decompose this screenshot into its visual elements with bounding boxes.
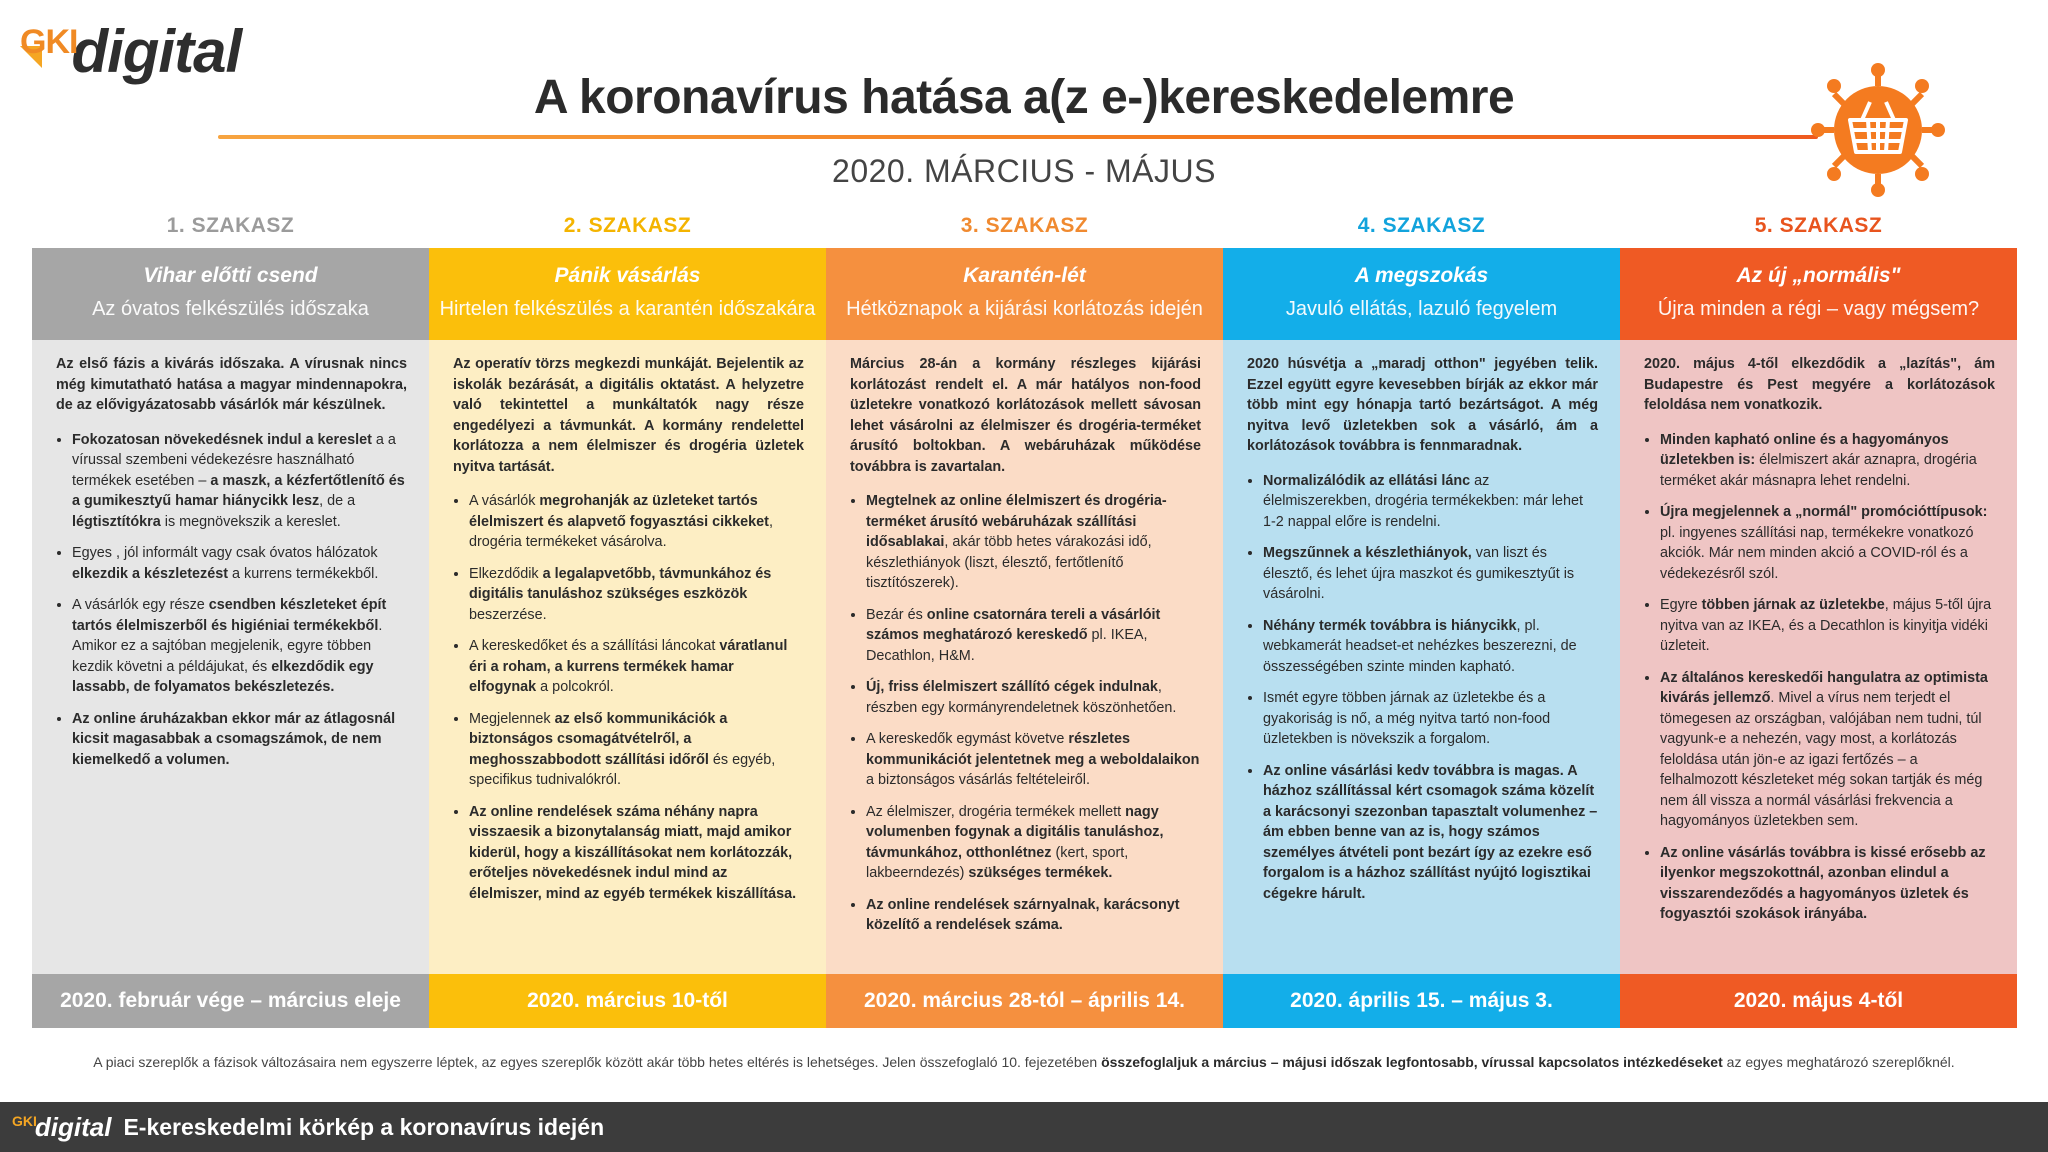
period-subtitle: 2020. MÁRCIUS - MÁJUS [832,153,1216,189]
list-item: • Az élelmiszer, drogéria termékek mellett nagy volumenben fogynak a digitális tanuláshoz, távmunkához, otthonlétnez (kert, sport, lakbeerndezés) szükséges termékek. [866,802,1201,884]
stage-1-header [32,248,429,340]
stage-1-date: 2020. február vége – március eleje [32,974,429,1028]
footer-logo-prefix: GKI [12,1112,37,1129]
stage-2-name: Pánik vásárlás [554,264,701,287]
stage-2-column [429,248,826,1028]
list-item: • Az online áruházakban ekkor már az átlagosnál kicsit magasabbak a csomagszámok, de nem kiemelkedő a volumen. [72,709,407,771]
stage-3-date: 2020. március 28-tól – április 14. [826,974,1223,1028]
list-item: • Megtelnek az online élelmiszert és drogéria-terméket árusító webáruházak szállítási idősablakai, akár több hetes várakozási idő, készlethiányok (liszt, élesztő, fertőtlenítő tisztítószerek). [866,491,1201,594]
footnote-text: A piaci szereplők a fázisok változásaira nem egyszerre léptek, az egyes szereplők között akár több hetes eltérés is lehetséges. Jelen összefoglaló 10. fejezetében [93,1054,1102,1070]
logo-prefix: GKI [20,23,78,61]
list-item: • A vásárlók megrohanják az üzleteket tartós élelmiszert és alapvető fogyasztási cikkeket, drogéria termékeket vásárolva. [469,491,804,553]
stage-2-body [429,340,826,974]
footnote-emphasis: összefoglaljuk a március – májusi időszak legfontosabb, vírussal kapcsolatos intézkedéseket [1101,1054,1723,1070]
stage-5-name: Az új „normális" [1736,264,1901,287]
stage-5-column [1620,248,2017,1028]
list-item: • Fokozatosan növekedésnek indul a kereslet a a vírussal szembeni védekezésre használható termékek esetében – a maszk, a kézfertőtlenítő és a gumikesztyű hamar hiánycikk lesz, de a légtisztítókra is megnövekszik a kereslet. [72,430,407,533]
stage-5-date: 2020. május 4-től [1620,974,2017,1028]
list-item: • Újra megjelennek a „normál" promócióttípusok: pl. ingyenes szállítási nap, termékekre vonatkozó akciók. Már nem minden akció a COVID-ról és a védekezésről szól. [1660,502,1995,584]
stage-3-body [826,340,1223,974]
footnote [0,1054,2048,1070]
logo-name: digital [71,18,242,85]
stage-2-date: 2020. március 10-től [429,974,826,1028]
list-item: • Normalizálódik az ellátási lánc az élelmiszerekben, drogéria termékekben: már lehet 1-2 nappal előre is rendelni. [1263,471,1598,533]
list-item: • Egyes , jól informált vagy csak óvatos hálózatok elkezdik a készletezést a kurrens termékekből. [72,543,407,584]
list-item: • Az általános kereskedői hangulatra az optimista kivárás jellemző. Mivel a vírus nem terjedt el tömegesen az országban, valójában nem tudni, túl vagyunk-e a nehezén, vagy most, a korlátozás feloldása után jön-e az igazi fertőzés – a felhalmozott készleteket még sokan tartják és még nem áll vissza a normál vásárlási frekvencia a hagyományos üzletekben sem. [1660,668,1995,832]
stage-1-intro: Az első fázis a kivárás időszaka. A vírusnak nincs még kimutatható hatása a magyar mindennapokra, de az elővigyázatosabb vásárlók már készülnek. [56,356,407,413]
stage-4-body [1223,340,1620,974]
stage-5-intro: 2020. május 4-től elkezdődik a „lazítás", ám Budapestre és Pest megyére a korlátozások feloldása nem vonatkozik. [1644,356,1995,413]
stage-1-column [32,248,429,1028]
list-item: • Új, friss élelmiszert szállító cégek indulnak, részben egy kormányrendeletnek köszönhetően. [866,677,1201,718]
list-item: • Az online vásárlási kedv továbbra is magas. A házhoz szállítással kért csomagok száma közelít a karácsonyi szezonban tapasztalt volumenhez – ám ebben benne van az is, hogy számos személyes átvételi pont bezárt így az ezekre eső forgalom is a házhoz szállítást nyújtó logisztikai cégekre hárult. [1263,761,1598,905]
stage-2-intro: Az operatív törzs megkezdi munkáját. Bejelentik az iskolák bezárását, a digitális oktatást. A helyzetre való tekintettel a munkáltatók nagy része engedélyezi a távmunkát. A kormány rendelettel korlátozza a nem élelmiszer és drogéria üzletek nyitva tartását. [453,356,804,475]
stage-3-subtitle: Hétköznapok a kijárási korlátozás idején [846,298,1203,320]
title-underline [218,135,1818,139]
stage-4-date: 2020. április 15. – május 3. [1223,974,1620,1028]
stage-1-subtitle: Az óvatos felkészülés időszaka [92,298,369,320]
stage-1-label: 1. SZAKASZ [166,214,295,237]
list-item: • Az online rendelések száma néhány napra visszaesik a bizonytalanság miatt, majd amikor kiderül, hogy a kiszállításokat nem korlátozzák, erőteljes növekedésnek indul mind az élelmiszer, mind az egyéb termékek kiszállítása. [469,802,804,905]
stage-4-label: 4. SZAKASZ [1357,214,1486,237]
stage-5-bullets [1644,430,1995,925]
stage-1-body [32,340,429,974]
stage-1-bullets [56,430,407,771]
stage-4-subtitle: Javuló ellátás, lazuló fegyelem [1285,298,1558,320]
list-item: • Néhány termék továbbra is hiánycikk, pl. webkamerát headset-et nehézkes beszerezni, de összességében szinte minden kapható. [1263,616,1598,678]
stage-1-name: Vihar előtti csend [143,264,318,287]
stage-4-name: A megszokás [1354,264,1489,287]
list-item: • Megjelennek az első kommunikációk a biztonságos csomagátvételről, a meghosszabbodott szállítási időről és egyéb, specifikus tudnivalókról. [469,709,804,791]
stage-3-name: Karantén-lét [963,264,1086,287]
stage-3-header [826,248,1223,340]
stage-5-label: 5. SZAKASZ [1754,214,1883,237]
stage-5-header [1620,248,2017,340]
stage-2-header [429,248,826,340]
stage-3-bullets [850,491,1201,936]
footnote-tail: az egyes meghatározó szereplőknél. [1722,1054,1955,1070]
stage-5-subtitle: Újra minden a régi – vagy mégsem? [1657,298,1980,320]
footer-title: E-kereskedelmi körkép a koronavírus idején [123,1113,605,1140]
list-item: • Az online vásárlás továbbra is kissé erősebb az ilyenkor megszokottnál, azonban elindul a visszarendeződés a hagyományos üzletek és fogyasztói szokások irányába. [1660,843,1995,925]
footer-bar [0,1102,2048,1152]
stage-2-subtitle: Hirtelen felkészülés a karantén időszakára [439,298,816,320]
footer-logo [12,1112,111,1143]
list-item: • Egyre többen járnak az üzletekbe, május 5-től újra nyitva van az IKEA, és a Decathlon is kinyitja vidéki üzleteit. [1660,595,1995,657]
list-item: • Elkezdődik a legalapvetőbb, távmunkához és digitális tanuláshoz szükséges eszközök beszerzése. [469,564,804,626]
stage-3-label: 3. SZAKASZ [960,214,1089,237]
stage-4-column [1223,248,1620,1028]
list-item: • Minden kapható online és a hagyományos üzletekben is: élelmiszert akár aznapra, drogéria terméket akár másnapra lehet rendelni. [1660,430,1995,492]
list-item: • A kereskedőket és a szállítási láncokat váratlanul éri a roham, a kurrens termékek hamar elfogynak a polcokról. [469,636,804,698]
list-item: • A kereskedők egymást követve részletes kommunikációt jelentetnek meg a weboldalaikon a biztonságos vásárlás feltételeiről. [866,729,1201,791]
list-item: • Ismét egyre többen járnak az üzletekbe és a gyakoriság is nő, a még nyitva tartó non-food üzletekben is növekszik a forgalom. [1263,688,1598,750]
stage-4-header [1223,248,1620,340]
stage-2-label: 2. SZAKASZ [563,214,692,237]
stage-5-body [1620,340,2017,974]
list-item: • Az online rendelések szárnyalnak, karácsonyt közelítő a rendelések száma. [866,895,1201,936]
stage-4-intro: 2020 húsvétja a „maradj otthon" jegyében telik. Ezzel együtt egyre kevesebben bírják az ekkor már több mint egy hónapja tartó bezártságot. A még nyitva levő üzletekben sok a vásárló, ám a korlátozások továbbra is fennmaradnak. [1247,356,1598,454]
footer-logo-name: digital [34,1111,112,1142]
stage-3-column [826,248,1223,1028]
list-item: • A vásárlók egy része csendben készleteket épít tartós élelmiszerből és higiéniai termékekből. Amikor ez a sajtóban megjelenik, egyre többen kezdik követni a példájukat, és elkezdődik egy lassabb, de folyamatos bekészletezés. [72,595,407,698]
list-item: • Megszűnnek a készlethiányok, van liszt és élesztő, és lehet újra maszkot és gumikesztyűt is vásárolni. [1263,543,1598,605]
stage-3-intro: Március 28-án a kormány részleges kijárási korlátozást rendelt el. A már hatályos non-food üzletekre vonatkozó korlátozások mellett sávosan lehet vásárolni az élelmiszer és drogéria-terméket árusító boltokban. A webáruházak működése továbbra is zavartalan. [850,356,1201,475]
page-title: A koronavírus hatása a(z e-)kereskedelemre [533,71,1515,124]
stage-4-bullets [1247,471,1598,905]
stage-2-bullets [453,491,804,904]
list-item: • Bezár és online csatornára tereli a vásárlóit számos meghatározó kereskedő pl. IKEA, Decathlon, H&M. [866,605,1201,667]
